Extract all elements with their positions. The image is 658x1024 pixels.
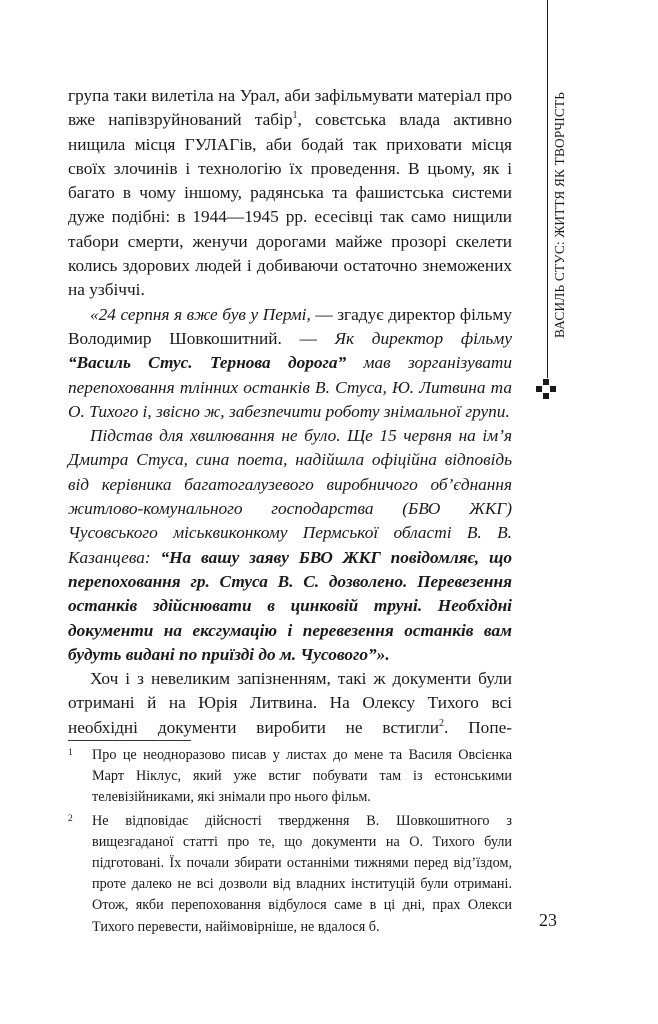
footnote-text: Про це неодноразово писав у листах до мене та Василя Овсієнка Март Ніклус, який уже встиг побувати там із естонськими телевізійниками, які знімали про нього фільм. — [92, 747, 512, 806]
film-title: “Василь Стус. Тернова дорога” — [68, 353, 347, 373]
paragraph-4-text-a: Хоч і з невеликим запізненням, такі ж документи були отримані й на Юрія Литвина. На Олексу Тихого всі необхідні документи виробити не встигли — [68, 669, 512, 737]
main-text — [68, 84, 512, 740]
footnote-divider — [68, 740, 191, 741]
official-reply-quote: “На вашу заяву БВО ЖКГ повідомляє, що перепоховання гр. Стуса В. С. дозволено. Перевезення останків здійснювати в цинковій труні. Необхідні документи на ексгумацію і перевезення останків вам будуть видані по приїзді до м. Чусового”». — [68, 547, 512, 664]
quote-rest: мав зорганізувати перепоховання тлінних останків В. Стуса, Ю. Литвина та О. Тихого і, звісно ж, забезпечити роботу знімальної групи. — [68, 353, 512, 421]
paragraph-1 — [68, 84, 512, 303]
paragraph-2-quote — [68, 303, 512, 424]
footnote-1 — [68, 745, 512, 809]
paragraph-1-text-b: , совєтська влада активно нищила місця ГУЛАГів, аби бодай так приховати місця своїх злочинів і технологію їх проведення. В цьому, як і багато в чому іншому, радянська та фашистська системи дуже подібні: в 1944—1945 рр. есесівці так само нищили табори смерти, женучи дорогами майже прозорі скелети колись здорових людей і добиваючи остаточно знеможених на узбіччі. — [68, 110, 512, 300]
footnote-ref-1: 1 — [292, 110, 298, 122]
paragraph-3-quote — [68, 424, 512, 667]
quote-start: «24 серпня я вже був у Пермі, — [90, 304, 311, 324]
quote-narrative: Підстав для хвилювання не було. Ще 15 червня на ім’я Дмитра Стуса, сина поета, надійшла офіційна відповідь від керівника багатогалузевого виробничого об’єднання житлово-комунального господарства (БВО ЖКГ) Чусовського міськвиконкому Пермської області В. В. Казанцева: — [68, 426, 512, 567]
quote-continued: Як директор фільму — [334, 328, 512, 348]
section-ornament-icon — [536, 379, 556, 399]
footnote-ref-2: 2 — [439, 717, 445, 729]
footnote-number: 2 — [68, 813, 73, 824]
footnote-text: Не відповідає дійсності твердження В. Шовкошитного з вищезгаданої статті про те, що документи на О. Тихого були підготовані. Їх почали збирати останніми тижнями перед від’їздом, проте далеко не всі дозволи від владних інституцій були отримані. Отож, якби перепоховання відбулося саме в ці дні, прах Олекси Тихого перевести, найімовірніше, не вдалося б. — [92, 812, 512, 935]
attribution: — згадує директор фільму Володимир Шовкошитний. — — [68, 304, 513, 348]
page-number: 23 — [539, 910, 557, 930]
paragraph-4-text-b: . Попе- — [444, 717, 512, 737]
running-head: ВАСИЛЬ СТУС: ЖИТТЯ ЯК ТВОРЧІСТЬ — [552, 91, 567, 338]
paragraph-1-text-a: група таки вилетіла на Урал, аби зафільмувати матеріал про вже напівзруйнований табір — [68, 86, 512, 130]
paragraph-4 — [68, 667, 512, 740]
footnote-number: 1 — [68, 748, 73, 758]
footnotes — [68, 745, 512, 938]
margin-rule — [547, 0, 548, 378]
footnote-2 — [68, 811, 512, 938]
